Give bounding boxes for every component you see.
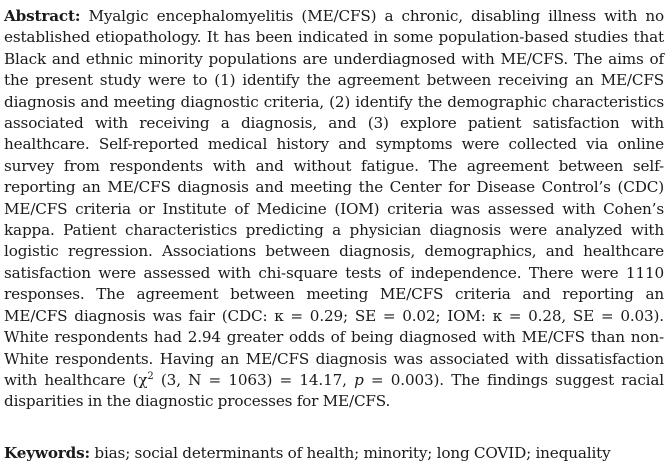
keywords-paragraph [4, 443, 611, 464]
abstract-text-part-3: = 0.003). The findings suggest racial disparities in the diagnostic processes for ME/CFS. [4, 370, 664, 411]
keywords-label: Keywords: [4, 444, 90, 462]
keywords-text: bias; social determinants of health; minority; long COVID; inequality [90, 444, 611, 462]
abstract-text-part-1: Myalgic encephalomyelitis (ME/CFS) a chronic, disabling illness with no established etiopathology. It has been indicated in some population-based studies that Black and ethnic minority populations are underdiagnosed with ME/CFS. The aims of the present study were to (1) identify the agreement between receiving an ME/CFS diagnosis and meeting diagnostic criteria, (2) identify the demographic characteristics associated with receiving a diagnosis, and (3) explore patient satisfaction with healthcare. Self-reported medical history and symptoms were collected via online survey from respondents with and without fatigue. The agreement between self-reporting an ME/CFS diagnosis and meeting the Center for Disease Control’s (CDC) ME/CFS criteria or Institute of Medicine (IOM) criteria was assessed with Cohen’s kappa. Patient characteristics predicting a physician diagnosis were analyzed with logistic regression. Associations between diagnosis, demographics, and healthcare satisfaction were assessed with chi-square tests of independence. There were 1110 responses. The agreement between meeting ME/CFS criteria and reporting an ME/CFS diagnosis was fair (CDC: κ = 0.29; SE = 0.02; IOM: κ = 0.28, SE = 0.03). White respondents had 2.94 greater odds of being diagnosed with ME/CFS than non-White respondents. Having an ME/CFS diagnosis was associated with dissatisfaction with healthcare (χ [4, 7, 664, 389]
abstract-paragraph [4, 6, 664, 413]
paper-page [4, 6, 664, 462]
p-value-symbol: p [354, 370, 364, 389]
abstract-text-part-2: (3, N = 1063) = 14.17, [153, 370, 355, 389]
chi-square-superscript: 2 [147, 370, 154, 382]
abstract-label: Abstract: [4, 7, 81, 25]
